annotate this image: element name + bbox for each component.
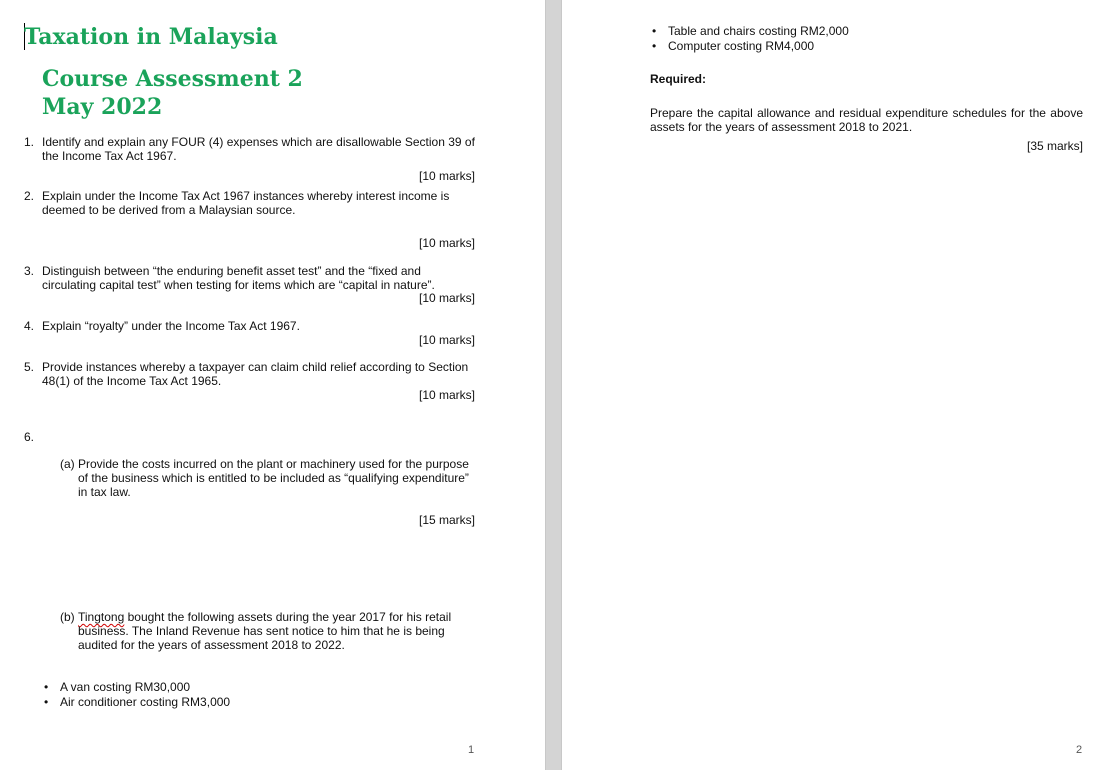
misspelled-word-tingtong[interactable]: Tingtong [78,610,125,624]
question-1-marks: [10 marks] [418,169,475,183]
question-2-number: 2. [24,189,35,203]
document-page-2[interactable] [562,0,1119,770]
question-1-text: Identify and explain any FOUR (4) expenses which are disallowable Section 39 of the Income Tax Act 1967. [42,135,475,163]
question-5-number: 5. [24,360,35,374]
page-number-2: 2 [1076,744,1083,756]
question-6b-label: (b) [60,610,75,624]
question-4-text: Explain “royalty” under the Income Tax Act 1967. [42,319,300,333]
page-number-1: 1 [468,744,475,756]
question-5-marks: [10 marks] [418,388,475,402]
question-5-text: Provide instances whereby a taxpayer can claim child relief according to Section 48(1) of the Income Tax Act 1965. [42,360,469,388]
question-6b-body: bought the following assets during the year 2017 for his retail business. The Inland Revenue has sent notice to him that he is being audited for the years of assessment 2018 to 2022. [78,610,452,652]
question-6a-marks: [15 marks] [418,513,475,527]
asset-bullet-van: • A van costing RM30,000 [44,680,191,694]
question-3-text: Distinguish between “the enduring benefit asset test” and the “fixed and circulating capital test” when testing for items which are “capital in nature”. [42,264,435,292]
asset-bullet-computer: • Computer costing RM4,000 [652,39,815,53]
question-6a-label: (a) [60,457,75,471]
question-3-number: 3. [24,264,35,278]
assessment-title: Course Assessment 2 [42,66,303,92]
question-1-number: 1. [24,135,35,149]
question-4-number: 4. [24,319,35,333]
page-gap [545,0,562,770]
question-6b-marks: [35 marks] [1026,139,1083,153]
asset-bullet-air-conditioner: • Air conditioner costing RM3,000 [44,695,231,709]
required-label: Required: [650,72,707,86]
question-6-number: 6. [24,430,35,444]
question-3-marks: [10 marks] [418,291,475,305]
assessment-date: May 2022 [42,94,163,120]
question-6b-text [78,610,460,652]
required-text: Prepare the capital allowance and residual expenditure schedules for the above assets for the years of assessment 2018 to 2021. [650,106,1083,134]
asset-bullet-table-chairs: • Table and chairs costing RM2,000 [652,24,849,38]
question-2-text: Explain under the Income Tax Act 1967 instances whereby interest income is deemed to be derived from a Malaysian source. [42,189,450,217]
question-2-marks: [10 marks] [418,236,475,250]
question-4-marks: [10 marks] [418,333,475,347]
document-title: Taxation in Malaysia [24,24,278,50]
question-6a-text: Provide the costs incurred on the plant or machinery used for the purpose of the business which is entitled to be included as “qualifying expenditure” in tax law. [78,457,469,499]
document-page-1[interactable] [0,0,545,770]
